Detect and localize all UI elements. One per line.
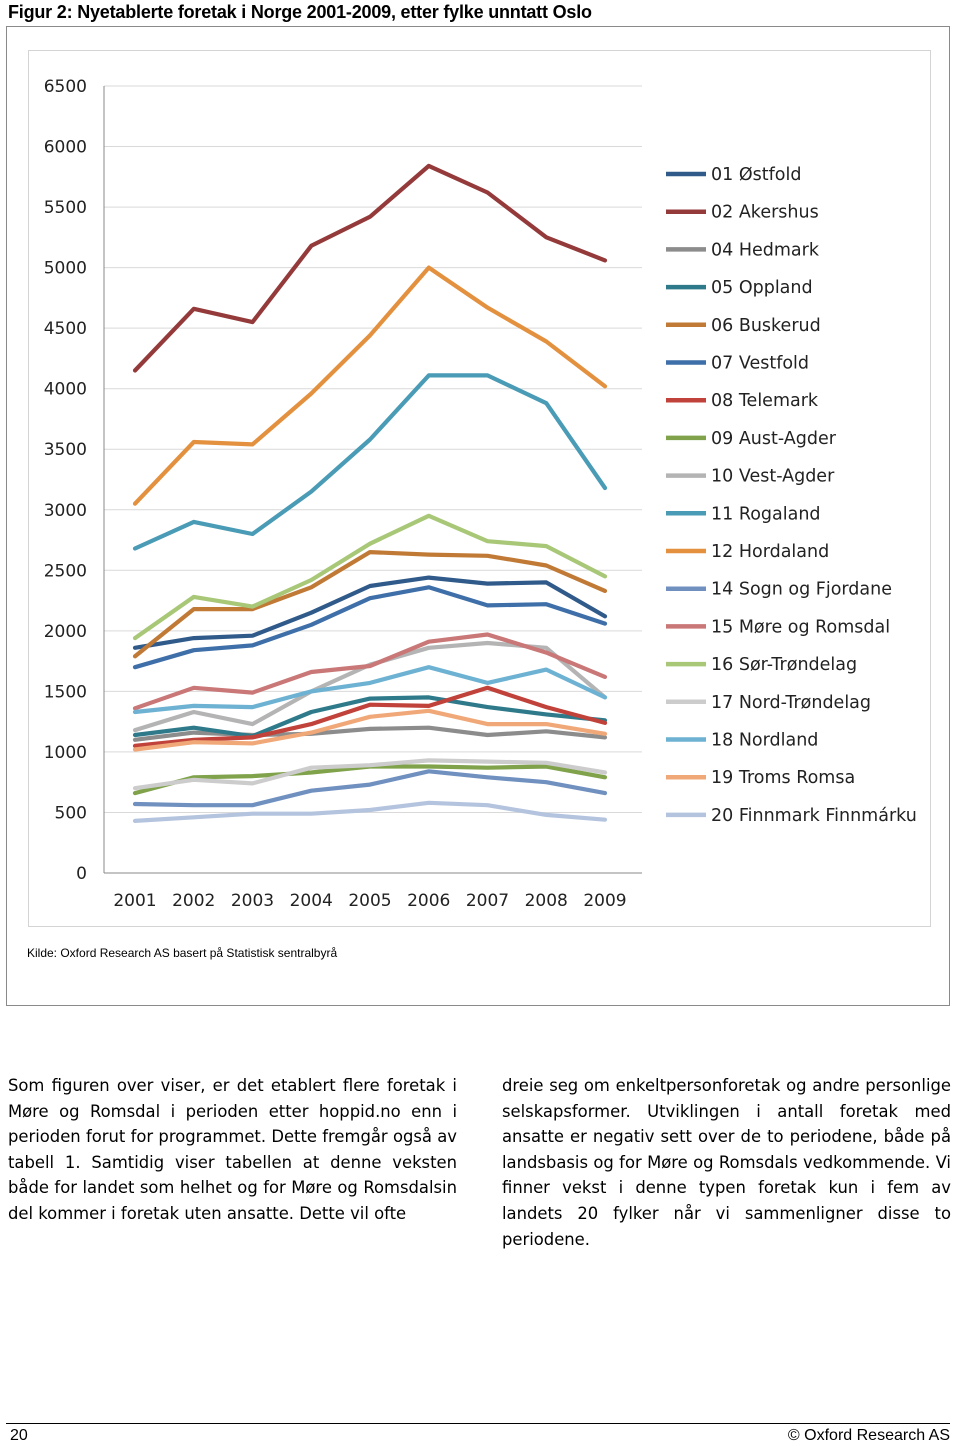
body-text-left-column: Som figuren over viser, er det etablert flere foretak i Møre og Romsdal i perioden etter hoppid.no enn i perioden forut for programmet. Dette fremgår også av tabell 1. Samtidig viser tabellen at denne veksten både for landet som helhet og for Møre og Romsdalsin del kommer i foretak uten ansatte. Dette vil ofte bbox=[8, 1076, 457, 1223]
x-tick-label: 2006 bbox=[407, 891, 451, 911]
y-tick-label: 4000 bbox=[43, 379, 87, 400]
x-tick-label: 2004 bbox=[289, 891, 333, 911]
footer-rule bbox=[6, 1423, 950, 1424]
x-tick-label: 2003 bbox=[230, 891, 275, 911]
copyright: © Oxford Research AS bbox=[787, 1427, 950, 1444]
y-tick-label: 2000 bbox=[43, 621, 87, 642]
page-number: 20 bbox=[10, 1427, 28, 1444]
legend-label: 09 Aust-Agder bbox=[711, 428, 836, 449]
series-line-11 bbox=[135, 268, 605, 504]
figure-title: Figur 2: Nyetablerte foretak i Norge 2001-2009, etter fylke unntatt Oslo bbox=[8, 2, 592, 22]
legend-label: 19 Troms Romsa bbox=[711, 768, 856, 789]
legend-label: 05 Oppland bbox=[711, 278, 813, 299]
x-tick-label: 2007 bbox=[465, 891, 510, 911]
legend-label: 02 Akershus bbox=[711, 202, 819, 223]
legend-label: 10 Vest-Agder bbox=[711, 466, 835, 487]
legend-label: 04 Hedmark bbox=[711, 240, 819, 261]
x-tick-label: 2002 bbox=[172, 891, 216, 911]
legend-label: 18 Nordland bbox=[711, 730, 819, 751]
y-tick-label: 0 bbox=[76, 864, 87, 884]
legend-label: 14 Sogn og Fjordane bbox=[711, 579, 892, 600]
x-tick-label: 2008 bbox=[524, 891, 568, 911]
legend-label: 12 Hordaland bbox=[711, 542, 830, 562]
y-tick-label: 6500 bbox=[43, 77, 87, 97]
figure-source: Kilde: Oxford Research AS basert på Statistisk sentralbyrå bbox=[27, 946, 338, 960]
legend-label: 08 Telemark bbox=[711, 391, 819, 412]
series-line-10 bbox=[135, 375, 605, 548]
legend-label: 16 Sør-Trøndelag bbox=[711, 655, 858, 676]
body-text-right-column: dreie seg om enkeltpersonforetak og andre personlige selskapsformer. Utviklingen i antall foretak med ansatte er negativ sett over de to periodene, både på landsbasis og for Møre og Romsdals vedkommende. Vi finner vekst i denne typen foretak kun i fem av landets 20 fylker når vi sammenligner disse to periodene. bbox=[502, 1076, 951, 1249]
y-tick-label: 1500 bbox=[43, 682, 87, 703]
y-tick-label: 2500 bbox=[43, 561, 87, 582]
x-tick-label: 2009 bbox=[583, 891, 627, 911]
x-tick-label: 2005 bbox=[348, 891, 392, 911]
series-line-14 bbox=[135, 516, 605, 638]
x-tick-label: 2001 bbox=[113, 891, 157, 911]
y-tick-label: 6000 bbox=[43, 137, 87, 158]
y-tick-label: 4500 bbox=[43, 319, 87, 340]
legend-label: 20 Finnmark Finnmárku bbox=[711, 805, 917, 826]
legend-label: 17 Nord-Trøndelag bbox=[711, 692, 872, 713]
y-tick-label: 3000 bbox=[43, 500, 87, 521]
legend-label: 06 Buskerud bbox=[711, 315, 821, 336]
legend-label: 15 Møre og Romsdal bbox=[711, 617, 891, 638]
legend-label: 11 Rogaland bbox=[711, 504, 821, 525]
y-tick-label: 5500 bbox=[43, 198, 87, 219]
y-tick-label: 1000 bbox=[43, 742, 87, 763]
series-line-2 bbox=[135, 166, 605, 371]
legend-label: 01 Østfold bbox=[711, 165, 802, 185]
series-line-1 bbox=[135, 578, 605, 648]
y-tick-label: 5000 bbox=[43, 258, 87, 279]
y-tick-label: 3500 bbox=[43, 440, 87, 461]
y-tick-label: 500 bbox=[54, 803, 87, 824]
legend-label: 07 Vestfold bbox=[711, 353, 810, 374]
